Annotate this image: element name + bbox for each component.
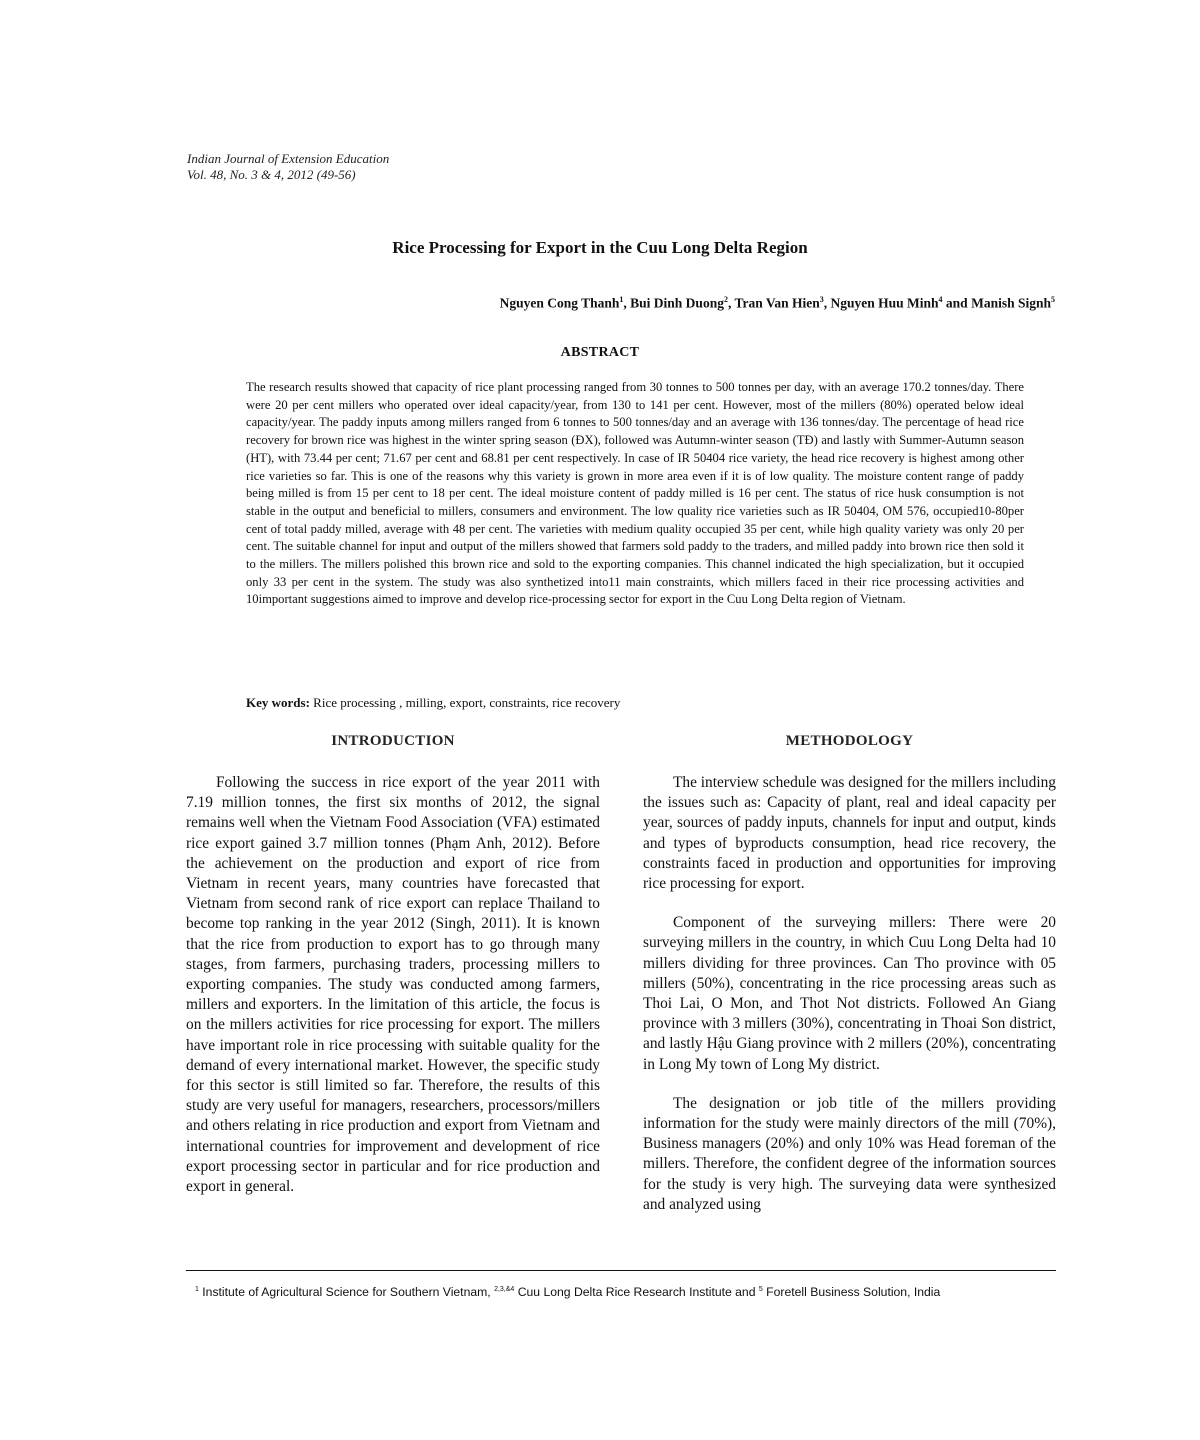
- footnote-mark: 1: [195, 1285, 199, 1293]
- paper-title: Rice Processing for Export in the Cuu Long Delta Region: [392, 238, 808, 257]
- footnote-mark: 5: [758, 1285, 763, 1293]
- author-list: [500, 295, 1055, 312]
- author-name: Nguyen Huu Minh: [830, 295, 939, 311]
- author-affiliation-mark: 1: [619, 295, 624, 304]
- footnote-text: Foretell Business Solution, India: [762, 1285, 941, 1299]
- methodology-paragraph: Component of the surveying millers: There were 20 surveying millers in the country, in which Cuu Long Delta had 10 millers dividing for three provinces. Can Tho province with 05 millers (50%), concentrating in the rice processing areas such as Thoi Lai, O Mon, and Thot Not districts. Followed An Giang province with 3 millers (30%), concentrating in Thoai Son district, and lastly Hậu Giang province with 2 millers (20%), concentrating in Long My town of Long My district.: [643, 914, 1056, 1073]
- footnote-mark: 2,3,&4: [494, 1285, 515, 1293]
- author-separator: ,: [727, 295, 735, 311]
- affiliation-footnote: [195, 1285, 940, 1299]
- methodology-heading: METHODOLOGY: [785, 733, 914, 749]
- methodology-paragraph: The designation or job title of the millers providing information for the study were mainly directors of the mill (70%), Business managers (20%) and only 10% was Head foreman of the millers. Therefore, the confident degree of the information sources for the study is very high. The surveying data were synthesized and analyzed using: [643, 1094, 1056, 1213]
- journal-volume: Vol. 48, No. 3 & 4, 2012 (49-56): [187, 167, 356, 182]
- abstract-heading: ABSTRACT: [560, 345, 640, 360]
- journal-header: [187, 151, 389, 183]
- author-affiliation-mark: 4: [938, 295, 943, 304]
- author-separator: ,: [823, 295, 831, 311]
- keywords: [246, 694, 1024, 712]
- author-name: Nguyen Cong Thanh: [499, 295, 620, 311]
- footnote-divider: [186, 1270, 1056, 1271]
- introduction-heading: INTRODUCTION: [331, 733, 455, 749]
- author-name: Manish Signh: [971, 295, 1051, 311]
- abstract-text: The research results showed that capacity of rice plant processing ranged from 30 tonnes to 500 tonnes per day, with an average 170.2 tonnes/day. There were 20 per cent millers who operated over ideal capacity/year, from 130 to 141 per cent. However, most of the millers (80%) operated below ideal capacity/year. The paddy inputs among millers ranged from 6 tonnes to 500 tonnes/day and an average with 136 tonnes/day. The percentage of head rice recovery for brown rice was highest in the winter spring season (ĐX), followed was Autumn-winter season (TĐ) and lastly with Summer-Autumn season (HT), with 73.44 per cent; 71.67 per cent and 68.81 per cent respectively. In case of IR 50404 rice variety, the head rice recovery is highest among other rice varieties so far. This is one of the reasons why this variety is grown in more area even if it is of low quality. The moisture content range of paddy being milled is from 15 per cent to 18 per cent. The ideal moisture content of paddy milled is 16 per cent. The status of rice husk consumption is not stable in the output and beneficial to millers, consumers and environment. The low quality rice varieties such as IR 50404, OM 576, occupied10-80per cent of total paddy milled, average with 48 per cent. The varieties with medium quality occupied 35 per cent, while high quality variety was only 20 per cent. The suitable channel for input and output of the millers showed that farmers sold paddy to the traders, and milled paddy into brown rice then sold it to the millers. The millers polished this brown rice and sold to the exporting companies. This channel indicated the high specialization, but it occupied only 33 per cent in the system. The study was also synthetized into11 main constraints, which millers faced in their rice processing activities and 10important suggestions aimed to improve and develop rice-processing sector for export in the Cuu Long Delta region of Vietnam.: [246, 380, 1024, 607]
- author-separator: and: [942, 295, 972, 311]
- author-name: Tran Van Hien: [734, 295, 820, 311]
- journal-name: Indian Journal of Extension Education: [187, 151, 390, 166]
- footnote-text: Cuu Long Delta Rice Research Institute and: [514, 1285, 759, 1299]
- introduction-paragraph: Following the success in rice export of the year 2011 with 7.19 million tonnes, the first six months of 2012, the signal remains well when the Vietnam Food Association (VFA) estimated rice export gained 3.7 million tonnes (Phạm Anh, 2012). Before the achievement on the production and export of rice from Vietnam in recent years, many countries have forecasted that Vietnam from second rank of rice export can replace Thailand to become top ranking in the year 2012 (Singh, 2011). It is known that the rice from production to export has to go through many stages, from farmers, purchasing traders, processing millers to exporting companies. The study was conducted among farmers, millers and exporters. In the limitation of this article, the focus is on the millers activities for rice processing for export. The millers have important role in rice processing with suitable quality for the demand of every international market. However, the specific study for this sector is still limited so far. Therefore, the results of this study are very useful for managers, researchers, processors/millers and others relating in rice production and export from Vietnam and international countries for improvement and development of rice export processing sector in particular and for rice production and export in general.: [186, 774, 600, 1196]
- methodology-paragraph: The interview schedule was designed for the millers including the issues such as: Capacity of plant, real and ideal capacity per year, sources of paddy inputs, channels for input and output, kinds and types of byproducts consumption, head rice recovery, the constraints faced in production and opportunities for improving rice processing for export.: [643, 774, 1056, 893]
- introduction-column: [186, 733, 600, 1216]
- methodology-column: [643, 733, 1056, 1234]
- footnote-text: Institute of Agricultural Science for Southern Vietnam,: [198, 1285, 495, 1299]
- keywords-label: Key words:: [246, 695, 310, 710]
- author-separator: ,: [623, 295, 631, 311]
- author-affiliation-mark: 2: [723, 295, 728, 304]
- keywords-text: Rice processing , milling, export, constraints, rice recovery: [309, 695, 621, 710]
- author-affiliation-mark: 5: [1051, 295, 1055, 304]
- author-affiliation-mark: 3: [819, 295, 824, 304]
- author-name: Bui Dinh Duong: [630, 295, 724, 311]
